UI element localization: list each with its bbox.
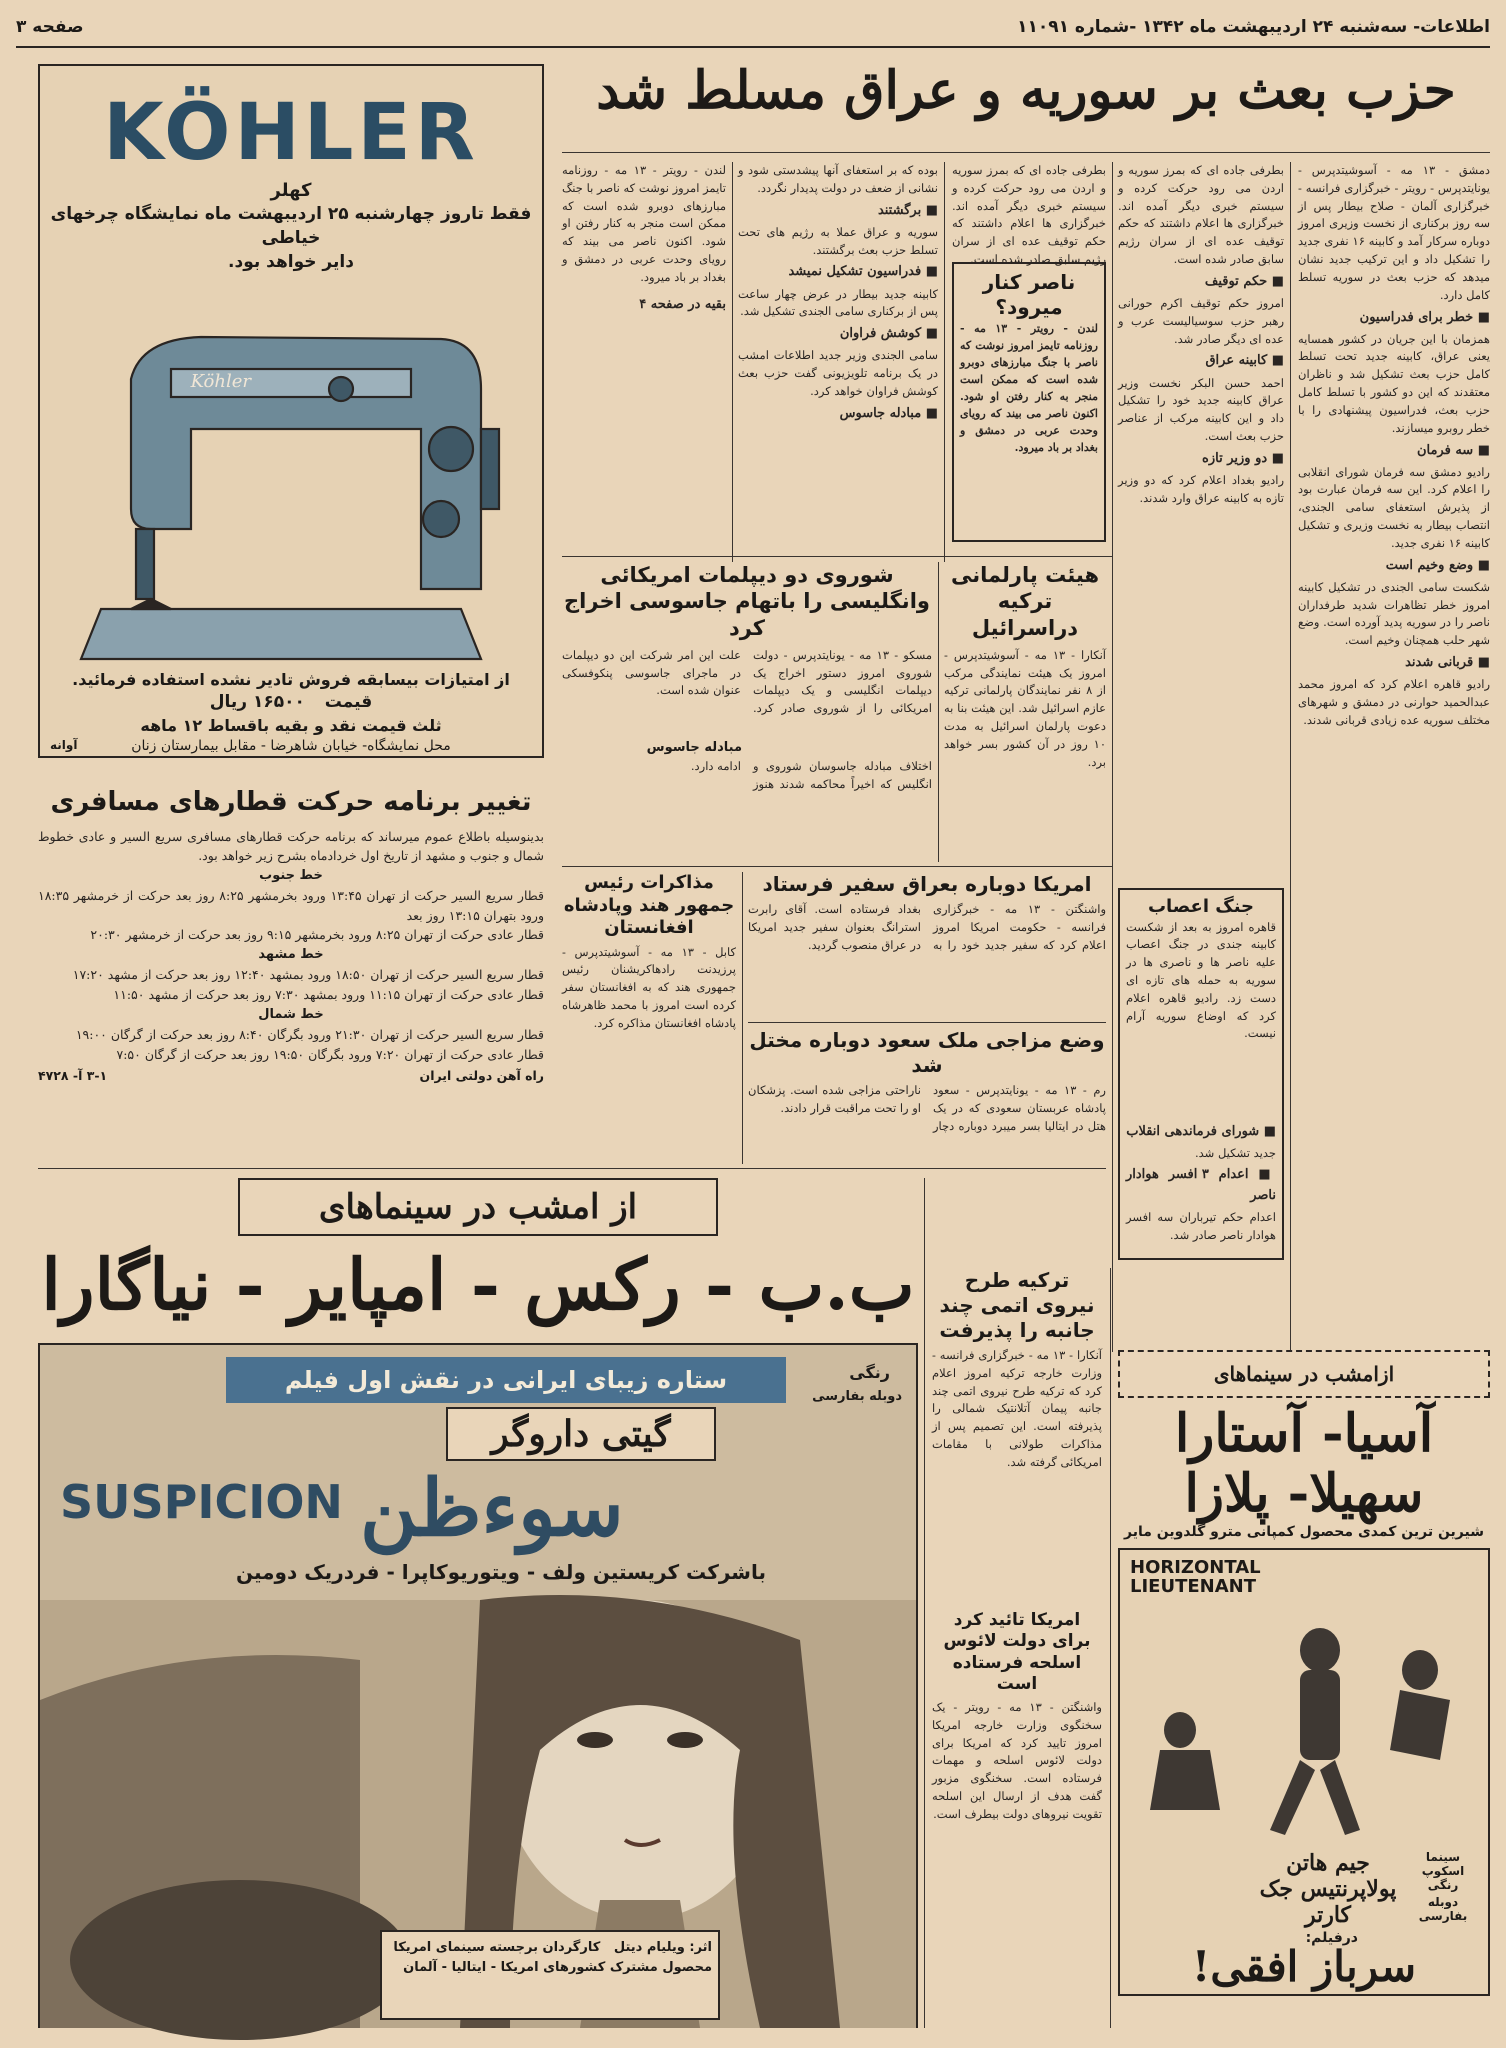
cinema2-poster [1118, 1548, 1490, 1996]
price-label: قیمت [324, 691, 373, 712]
cinemascope-label: سینما اسکوپ رنگی [1421, 1849, 1465, 1892]
col1-section-text: رادیو دمشق سه فرمان شورای انقلابی را اعلام کرد. این سه فرمان عبارت بود از پذیرش استعفای سامی الجندی، انتصاب بیطار به نخست وزیری و تشکیل کابینه ۱۶ نفری جدید. [1298, 464, 1490, 550]
train-schedule-line: قطار سریع السیر حرکت از تهران ۱۳:۴۵ ورود بخرمشهر ۸:۲۵ روز بعد حرکت از خرمشهر ۱۸:۳۵ ورود بتهران ۱۳:۱۵ روز بعد [38, 888, 545, 923]
cinema-names: ب.ب - رکس - امپایر - نیاگارا [41, 1243, 915, 1326]
soviet-text: مسکو - ۱۳ مه - یونایتدپرس - دولت شوروی امروز دستور اخراج یک دیپلمات انگلیسی و یک دیپلمات امریکائی را از شوروی صادر کرد. علت این امر شرکت این دو دیپلمات در ماجرای جاسوسی پنکوفسکی عنوان شده است. [562, 647, 932, 716]
us-iraq-story [748, 872, 1106, 1018]
train-notice [38, 786, 544, 1166]
col4-section-text: کابینه جدید بیطار در عرض چهار ساعت پس از برکناری سامی الجندی تشکیل شد. [738, 286, 938, 319]
col4-section-heading: ■ کوشش فراوان [839, 326, 938, 342]
col2-section-heading: ■ کابینه عراق [1205, 353, 1284, 369]
nasser-box-title: ناصر کنار میرود؟ [982, 270, 1076, 319]
nerves-war-section-heading: ■ شورای فرماندهی انقلاب [1126, 1123, 1276, 1139]
star-name-box [446, 1407, 716, 1461]
saud-story [748, 1028, 1106, 1162]
turkey-israel-story [944, 562, 1106, 862]
saud-text: رم - ۱۳ مه - یونایتدپرس - سعود پادشاه عربستان سعودی که در یک هتل در ایتالیا بسر میبرد دوباره دچار ناراحتی مزاجی شده است. پزشکان او را تحت مراقبت قرار دادند. [748, 1083, 1106, 1133]
cinema2-cast: جیم هاتن پولاپرنتیس جک کارتر [1259, 1849, 1397, 1929]
afghan-story [562, 872, 736, 1162]
train-line-heading: خط جنوب [259, 868, 323, 884]
train-line-heading: خط شمال [258, 1007, 324, 1023]
kohler-line2: دایر خواهد بود. [228, 251, 354, 272]
afghan-text: کابل - ۱۳ مه - آسوشیتدپرس - پرزیدنت رادهاکریشنان رئیس جمهوری هند که به افغانستان سفر کرده است امروز با محمد ظاهرشاه پادشاه افغانستان مذاکره کرد. [562, 944, 736, 1030]
col1-section-text: رادیو قاهره اعلام کرد که امروز محمد عبدالحمید حوارنی در دمشق و شهرهای مختلف سوریه عده زیادی قربانی شدند. [1298, 677, 1490, 727]
col2-section-text: رادیو بغداد اعلام کرد که دو وزیر تازه به کابینه عراق وارد شدند. [1118, 472, 1284, 505]
kohler-address: محل نمایشگاه- خیابان شاهرضا - مقابل بیمارستان زنان [131, 738, 451, 755]
continued-note: بقیه در صفحه ۴ [639, 296, 726, 312]
kohler-offer: از امتیازات بیسابقه فروش تادیر نشده استفاده فرمائید. [72, 669, 510, 689]
cinema2-subtitle: شیرین ترین کمدی محصول کمپانی مترو گلدوین مایر [1123, 1523, 1484, 1540]
train-notice-title: تغییر برنامه حرکت قطارهای مسافری [50, 787, 532, 817]
main-story-col4 [738, 162, 938, 552]
color-label: رنگی [849, 1363, 890, 1382]
dubbed-label: دوبله بفارسی [812, 1389, 902, 1404]
star-line-box [226, 1357, 786, 1403]
cinema-ad [38, 1178, 918, 2028]
cinema2-banner-text: ازامشب در سینماهای [1213, 1362, 1395, 1386]
main-story-col2 [1118, 162, 1284, 882]
kohler-ad [38, 64, 544, 758]
main-story-col1 [1298, 162, 1490, 1352]
col2-section-text: احمد حسن البکر نخست وزیر عراق کابینه جدید خود را تشکیل داد و این کابینه مرکب از عناصر حزب بعث است. [1118, 375, 1284, 444]
train-notice-intro: بدینوسیله باطلاع عموم میرساند که برنامه حرکت قطارهای مسافری سریع السیر و عادی خطوط شمال و جنوب و مشهد از تاریخ اول خردادماه بشرح زیر خواهد بود. [38, 828, 544, 863]
main-story-col3 [952, 162, 1106, 267]
col4-section-text: سوریه و عراق عملا به رژیم های تحت تسلط حزب بعث برگشتند. [738, 224, 938, 257]
cinema2-title-en: HORIZONTAL LIEUTENANT [1130, 1556, 1261, 1598]
train-schedule-line: قطار سریع السیر حرکت از تهران ۲۱:۳۰ ورود بگرگان ۸:۴۰ روز بعد حرکت از گرگان ۱۹:۰۰ [75, 1027, 544, 1043]
title-fa: سوءظن [360, 1463, 624, 1554]
col2-section-text: امروز حکم توقیف اکرم حورانی رهبر حزب سوسیالیست عرب و عده ای دیگر صادر شد. [1118, 296, 1284, 346]
cinema-banner [238, 1178, 718, 1236]
cinema2-dubbed: دوبله بفارسی [1418, 1894, 1468, 1923]
kohler-logo: KÖHLER [103, 88, 479, 178]
machine-label: Köhler [190, 370, 251, 392]
masthead-info: اطلاعات- سه‌شنبه ۲۴ اردیبهشت ماه ۱۳۴۲ -شماره ۱۱۰۹۱ [1017, 17, 1490, 37]
laos-headline: امریکا تائید کرد برای دولت لائوس اسلحه فرستاده است [943, 1610, 1091, 1694]
nerves-war-section-heading: ■ اعدام ۳ افسر هوادار ناصر [1126, 1167, 1276, 1203]
train-code: ۳-۱ آ- ۴۷۲۸ [38, 1067, 108, 1083]
turkey-israel-text: آنکارا - ۱۳ مه - آسوشیتدپرس - امروز یک هیئت نمایندگی مرکب از ۸ نفر نمایندگان پارلمانی ترکیه عازم اسرائیل شد. این هیئت بنا به دعوت پارلمان اسرائیل به مدت ۱۰ روز در آن کشور بسر خواهد برد. [944, 647, 1107, 769]
turkey-plan-headline: ترکیه طرح نیروی اتمی چند جانبه را پذیرفت [939, 1268, 1095, 1342]
col1-section-heading: ■ قربانی شدند [1405, 655, 1490, 671]
nerves-war-section-text: جدید تشکیل شد. [1194, 1145, 1276, 1160]
train-schedule-line: قطار عادی حرکت از تهران ۱۱:۱۵ ورود بمشهد ۷:۳۰ روز بعد حرکت از مشهد ۱۱:۵۰ [113, 986, 544, 1002]
main-col1-lead: دمشق - ۱۳ مه - آسوشیتدپرس - یونایتدپرس - رویتر - خبرگزاری فرانسه - خبرگزاری آلمان - صلاح بیطار پس از سه روز برکناری از نخست وزیری امروز دوباره سرکار آمد و کابینه ۱۶ نفری جدید را تشکیل داد و این ترکیب جدید نشان میدهد که حزب بعث در سوریه تسلط کامل دارد. [1298, 163, 1491, 302]
main-story-col5 [562, 162, 726, 552]
col4-text: بوده که بر استعفای آنها پیشدستی شود و نشانی از ضعف در دولت پدیدار نگردد. [738, 163, 938, 195]
credit-production: محصول مشترک کشورهای امریکا - ایتالیا - آلمان [403, 1959, 712, 1975]
cinema2-line2: سهیلا- پلازا [1184, 1462, 1424, 1524]
main-col3-lead: بطرفی جاده ای که بمرز سوریه و اردن می رود حرکت کرده و سیستم خبری دیگر آمده اند. خبرگزاری ها اعلام داشتند که حکم توقیف عده ای از سران رژیم سابق صادر شده است. [952, 163, 1106, 267]
turkey-israel-headline: هیئت پارلمانی ترکیه دراسرائیل [950, 563, 1100, 640]
turkey-plan-text: آنکارا - ۱۳ مه - خبرگزاری فرانسه - وزارت خارجه ترکیه امروز اعلام کرد که ترکیه طرح نیروی اتمی چند جانبه پیمان آتلانتیک شمالی را پذیرفته است. این تصمیم پس از مذاکرات طولانی با مقامات امریکائی گرفته شد. [932, 1348, 1102, 1469]
page-header [16, 8, 1490, 48]
us-iraq-headline: امریکا دوباره بعراق سفیر فرستاد [762, 872, 1092, 896]
agency-signature: آوانه [50, 738, 78, 752]
train-schedule-line: قطار سریع السیر حرکت از تهران ۱۸:۵۰ ورود بمشهد ۱۲:۴۰ روز بعد حرکت از مشهد ۱۷:۲۰ [72, 967, 544, 983]
film-poster [38, 1343, 918, 2028]
col1-section-heading: ■ سه فرمان [1416, 442, 1490, 458]
cinema2-film-title: سرباز افقی! [1191, 1941, 1417, 1991]
col2-section-heading: ■ دو وزیر تازه [1202, 450, 1284, 466]
price-value: ۱۶۵۰۰ ریال [209, 691, 305, 712]
soviet-headline: شوروی دو دیپلمات امریکائی وانگلیسی را باتهام جاسوسی اخراج کرد [564, 563, 930, 640]
train-schedule-line: قطار عادی حرکت از تهران ۸:۲۵ ورود بخرمشهر ۹:۱۵ روز بعد حرکت از خرمشهر ۲۰:۳۰ [90, 927, 544, 942]
sewing-machine-illustration [41, 279, 541, 669]
train-schedule-line: قطار عادی حرکت از تهران ۷:۲۰ ورود بگرگان ۱۹:۵۰ روز بعد حرکت از گرگان ۷:۵۰ [116, 1046, 544, 1062]
cinema-ad-2 [1118, 1350, 1490, 2028]
nasser-box-text: لندن - رویتر - ۱۳ مه - روزنامه تایمز امروز نوشت که ناصر با جنگ مبارزهای دوبرو شده است که ممکن است منجر به کنار رفتن او شود. اکنون ناصر می بیند که رویای وحدت عربی در دمشق و بغداد بر باد میرود. [960, 322, 1099, 455]
col4-section-heading: ■ فدراسیون تشکیل نمیشد [788, 264, 938, 280]
col1-section-text: شکست سامی الجندی در تشکیل کابینه امروز خطر تظاهرات شدید طرفداران ناصر را در سوریه پدید آورده است. وضع شهر حلب همچنان وخیم است. [1298, 579, 1490, 648]
afghan-headline: مذاکرات رئیس جمهور هند وپادشاه افغانستان [563, 872, 735, 938]
nerves-war-text: قاهره امروز به بعد از شکست کابینه جندی در جنگ اعصاب علیه ناصر ها و ناصری ها در سوریه به حمله های تازه ای دست زد. رادیو قاهره اعلام کرد که اوضاع سوریه آرام نیست. [1126, 919, 1276, 1041]
cinema2-line1: آسیا- آستارا [1174, 1403, 1434, 1464]
col4-section-heading: ■ برگشتند [877, 202, 938, 218]
cinema2-figures [1120, 1610, 1488, 1860]
nerves-war-section-text: اعدام حکم تیرباران سه افسر هوادار ناصر صادر شد. [1126, 1209, 1276, 1242]
soviet-section-h: مبادله جاسوس [646, 739, 742, 755]
laos-text: واشنگتن - ۱۳ مه - رویتر - یک سخنگوی وزارت خارجه امریکا امروز تایید کرد که امریکا برای دولت لائوس اسلحه و مهمات فرستاده است. سخنگوی مزبور گفت هدف از ارسال این اسلحه تقویت نیروهای دولت بیطرف است. [932, 1700, 1102, 1821]
cinema-banner-text: از امشب در سینماهای [318, 1187, 638, 1227]
train-sections [38, 868, 544, 1064]
page-number: صفحه ۳ [16, 17, 84, 37]
laos-story [932, 1610, 1102, 2028]
col4-section-text: سامی الجندی وزیر جدید اطلاعات امشب در یک برنامه تلویزیونی گفت حزب بعث کوشش فراوان خواهد کرد. [738, 348, 938, 398]
main-col2-lead: بطرفی جاده ای که بمرز سوریه و اردن می رود حرکت کرده و سیستم خبری دیگر آمده اند. خبرگزاری ها اعلام داشتند که حکم توقیف عده ای از سران رژیم سابق صادر شده است. [1118, 163, 1284, 267]
col1-section-text: همزمان با این جریان در کشور همسایه یعنی عراق، کابینه جدید تحت تسلط کامل حزب بعث تشکیل شد و ناظران معتقدند که این دو کشور با تسلط کامل حزب بعث، فدراسیون پیشنهادی را با خطر روبرو میسازند. [1298, 331, 1490, 435]
train-footer: راه آهن دولتی ایران [419, 1067, 544, 1083]
nerves-war-box [1118, 888, 1284, 1260]
turkey-plan-story [932, 1268, 1102, 1568]
kohler-line1: فقط تاروز چهارشنبه ۲۵ اردیبهشت ماه نمایشگاه چرخهای خیاطی [50, 204, 532, 248]
credit-director: اثر: ویلیام دیتل کارگردان برجسته سینمای امریکا [393, 1940, 712, 1955]
col5-text: لندن - رویتر - ۱۳ مه - روزنامه تایمز امروز نوشت که ناصر با جنگ مبارزهای دوبرو شده است که ممکن است منجر به کنار رفتن او شود. اکنون ناصر می بیند که رویای وحدت عربی در دمشق و بغداد بر باد میرود. [562, 163, 726, 284]
col4-section-heading: ■ مبادله جاسوس [839, 405, 938, 421]
kohler-installments: ثلث قیمت نقد و بقیه باقساط ۱۲ ماهه [140, 715, 442, 735]
star-line: ستاره زیبای ایرانی در نقش اول فیلم [284, 1366, 728, 1394]
kohler-brand-fa: کهلر [270, 180, 312, 201]
soviet-story [562, 562, 932, 862]
cinema2-banner [1118, 1350, 1490, 1398]
nerves-war-title: جنگ اعصاب [1147, 896, 1255, 917]
soviet-section-text: اختلاف مبادله جاسوسان شوروی و انگلیس که اخیراً محاکمه شدند هنوز ادامه دارد. [690, 758, 932, 791]
col1-section-heading: ■ خطر برای فدراسیون [1359, 309, 1490, 325]
train-line-heading: خط مشهد [258, 947, 324, 963]
kohler-price-row [40, 691, 542, 715]
credits-box [380, 1930, 720, 2020]
star-name: گیتی داروگر [491, 1413, 671, 1455]
saud-headline: وضع مزاجی ملک سعود دوباره مختل شد [749, 1028, 1105, 1077]
col2-section-heading: ■ حکم توقیف [1204, 273, 1284, 289]
col1-section-heading: ■ وضع وخیم است [1385, 557, 1490, 573]
us-iraq-text: واشنگتن - ۱۳ مه - خبرگزاری فرانسه - حکومت امریکا امروز اعلام کرد که سفیر جدید خود را به بغداد فرستاده است. آقای رابرت استرانگ بعنوان سفیر جدید امریکا در عراق منصوب گردید. [748, 902, 1106, 952]
title-en: SUSPICION [60, 1475, 343, 1529]
cast-line: باشرکت کریستین ولف - ویتوریوکاپرا - فردریک دومین [236, 1560, 766, 1584]
cinema2-film-prefix: درفیلم: [1305, 1929, 1358, 1946]
main-headline: حزب بعث بر سوریه و عراق مسلط شد [596, 60, 1456, 121]
nasser-box [952, 262, 1106, 542]
